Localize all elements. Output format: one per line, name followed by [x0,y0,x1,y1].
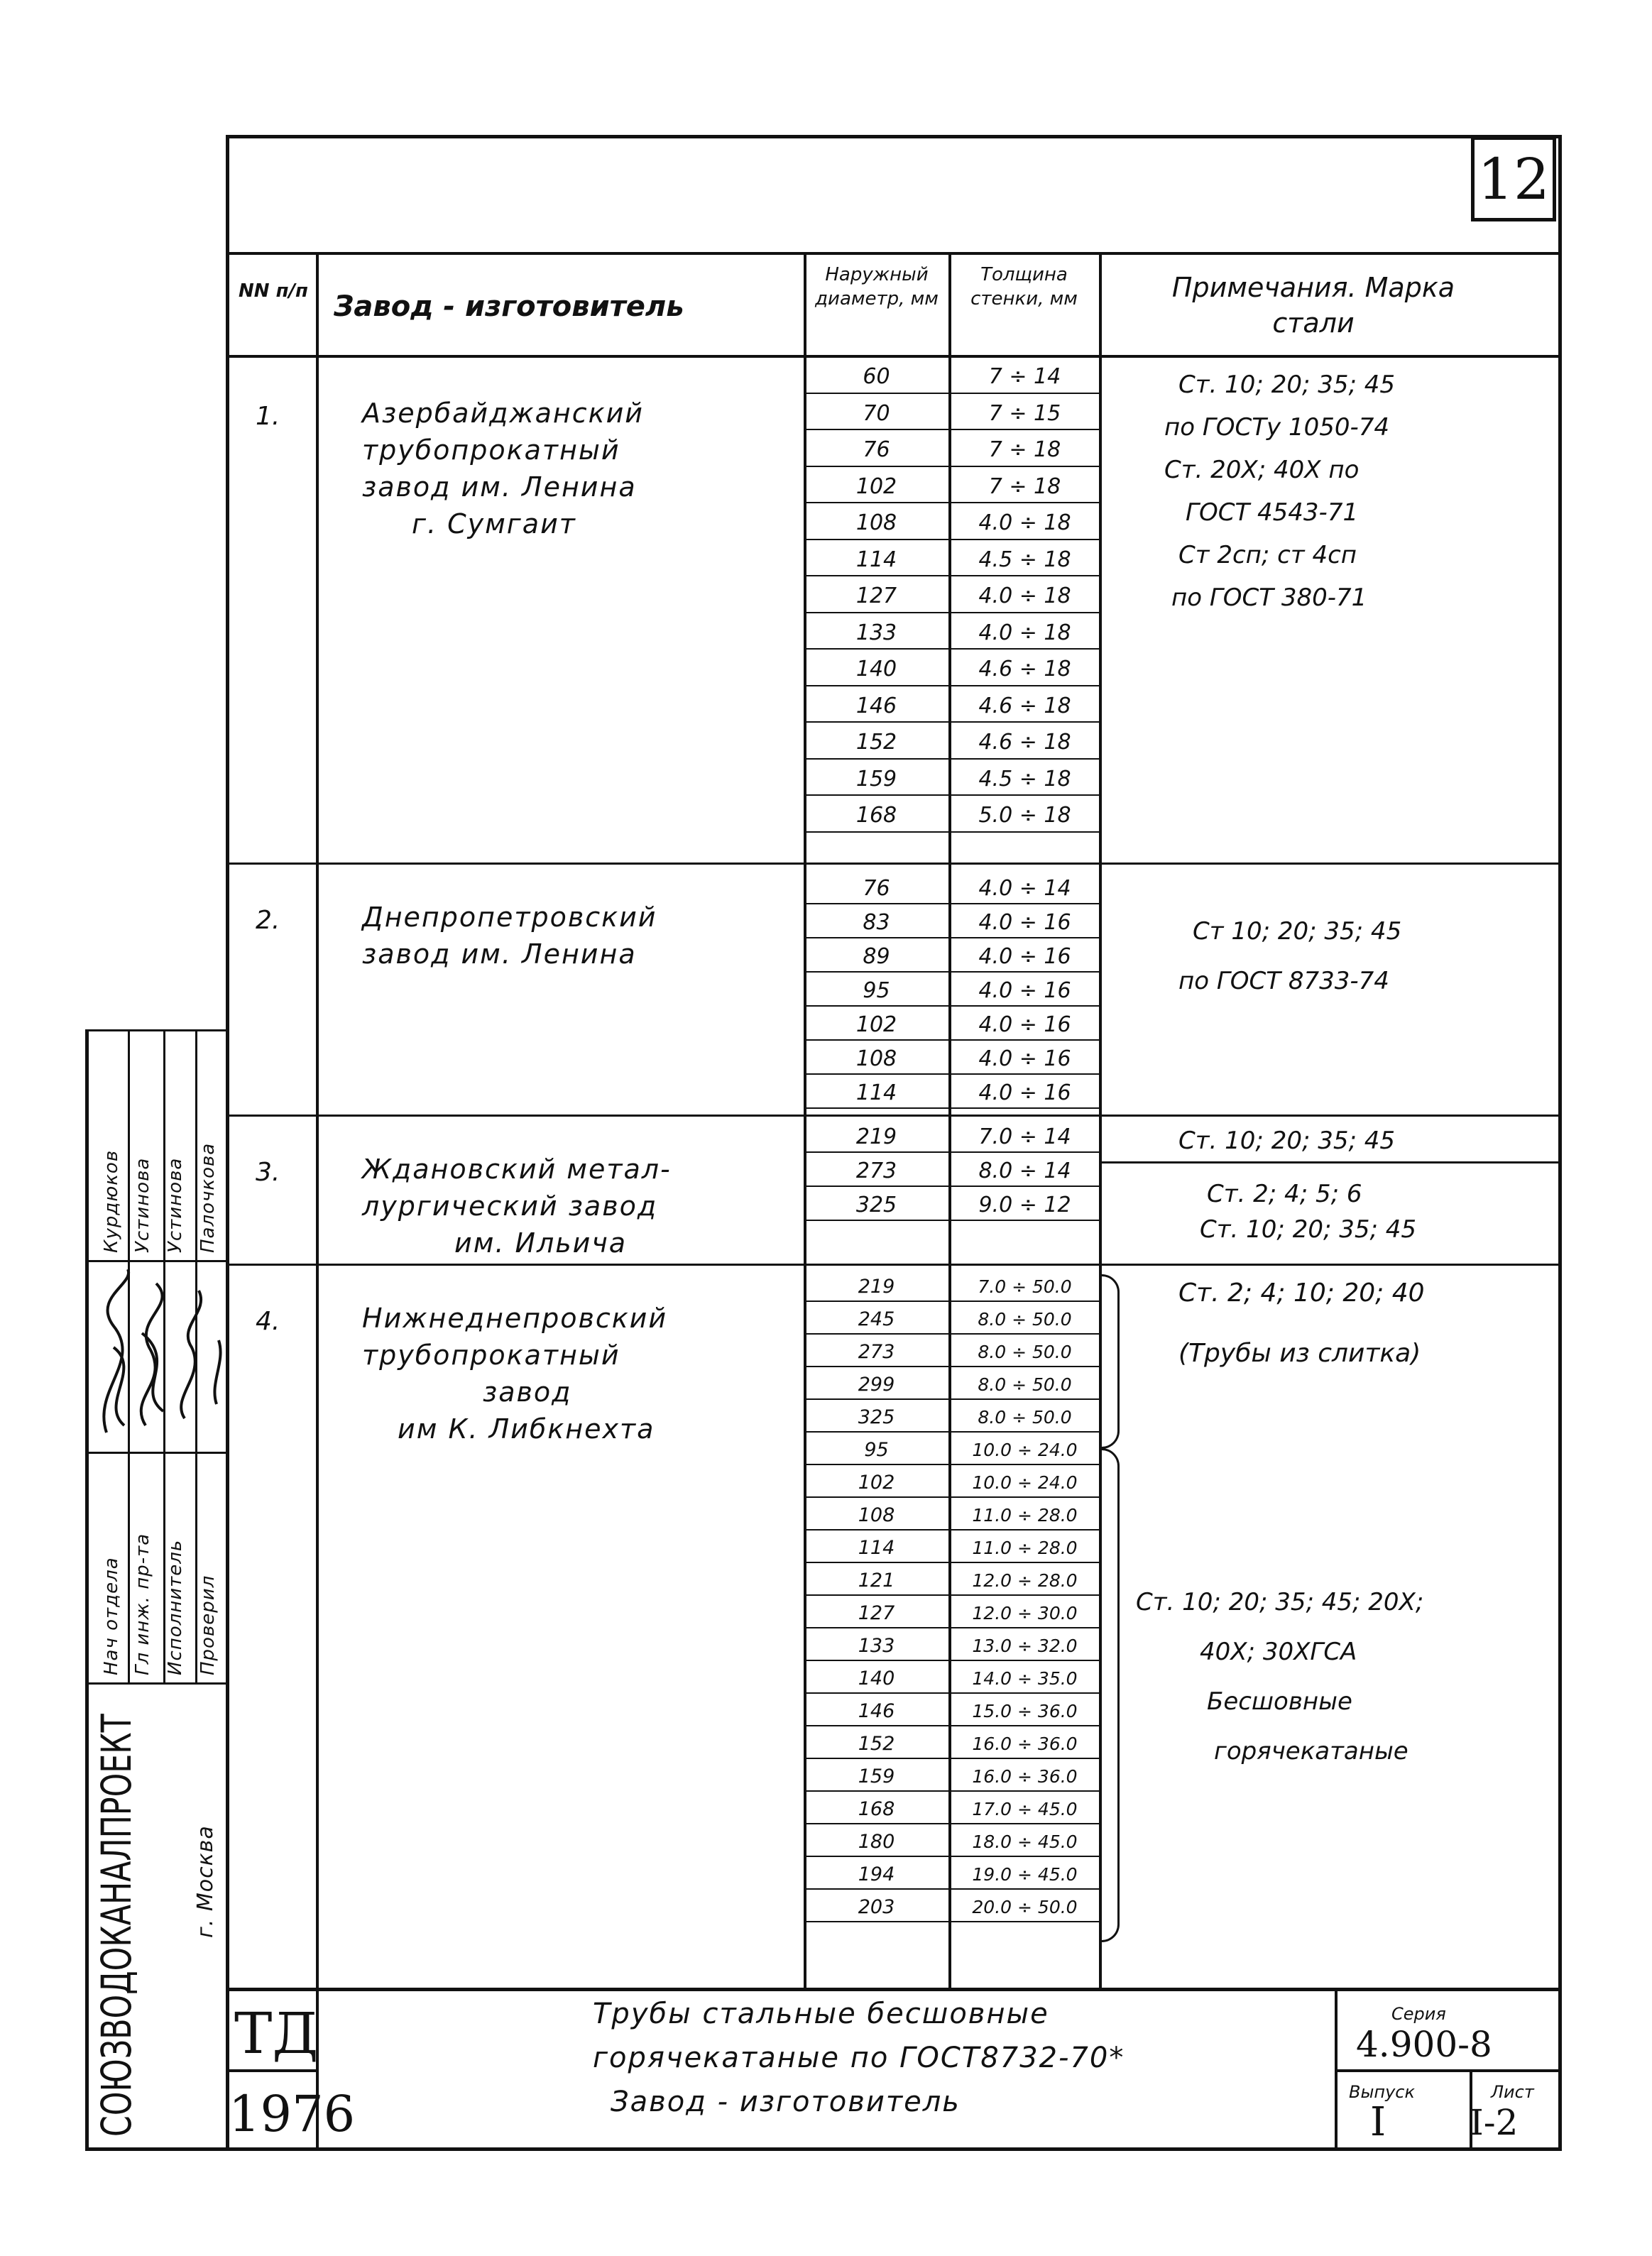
stamp-top [85,1029,227,1031]
note-line: по ГОСТ 8733-74 [1178,967,1389,995]
brace-ingot-group [1102,1274,1120,1449]
title-line: Завод - изготовитель [611,2086,961,2118]
wall-thickness: 10.0 ÷ 24.0 [972,1472,1078,1493]
header-num: NN п/п [239,280,308,302]
plant-name-line: г. Сумгаит [412,508,576,540]
wall-thickness: 8.0 ÷ 50.0 [978,1374,1072,1395]
stamp-name: Устинова [165,1157,186,1253]
plant-number: 2. [256,906,280,935]
group-separator [226,863,1562,865]
title-year: 1976 [229,2085,356,2143]
title-td: ТД [234,2000,319,2066]
header-plant: Завод - изготовитель [334,290,684,323]
header-top-rule [226,252,1562,255]
wall-thickness: 4.0 ÷ 16 [978,1046,1071,1071]
wall-thickness: 7 ÷ 18 [988,437,1061,462]
plant-name-line: им. Ильича [454,1227,628,1259]
outer-diameter: 152 [858,1733,895,1755]
wall-thickness: 7 ÷ 14 [988,364,1061,389]
page-number: 12 [1477,146,1550,212]
issue-value: I [1370,2099,1386,2145]
outer-diameter: 180 [858,1831,895,1853]
note-line: горячекатаные [1214,1737,1408,1765]
outer-diameter: 70 [863,400,890,426]
wall-thickness: 20.0 ÷ 50.0 [972,1897,1078,1917]
stamp-name: Палочкова [197,1142,219,1253]
plant-name-line: трубопрокатный [362,434,620,466]
note-separator [1099,1161,1562,1163]
outer-diameter: 245 [858,1308,895,1330]
wall-thickness: 5.0 ÷ 18 [978,803,1071,828]
frame-right [1558,135,1562,2151]
outer-diameter: 140 [855,657,897,681]
col-rule-wall [948,252,951,1988]
signatures [85,1262,227,1454]
title-line: горячекатаные по ГОСТ8732-70* [593,2042,1125,2074]
wall-thickness: 4.0 ÷ 18 [978,510,1071,535]
sheet-value: I-2 [1470,2102,1519,2143]
wall-thickness: 11.0 ÷ 28.0 [972,1538,1078,1558]
series-value: 4.900-8 [1356,2024,1492,2065]
outer-diameter: 102 [855,473,897,499]
plant-name-line: завод [483,1376,572,1408]
org-city: г. Москва [193,1825,218,1938]
wall-thickness: 17.0 ÷ 45.0 [972,1799,1078,1819]
frame-top [226,135,1562,138]
outer-diameter: 133 [858,1635,895,1657]
wall-thickness: 8.0 ÷ 50.0 [978,1407,1072,1428]
outer-diameter: 102 [858,1472,895,1494]
outer-diameter: 108 [858,1504,895,1526]
org-name: СОЮЗВОДОКАНАЛПРОЕКТ [92,1714,141,2137]
note-line: Ст. 10; 20; 35; 45 [1178,1127,1396,1155]
outer-diameter: 168 [858,1798,895,1820]
outer-diameter: 146 [855,693,897,718]
outer-diameter: 95 [863,978,890,1003]
stamp-name: Курдюков [101,1149,122,1253]
outer-diameter: 60 [863,364,890,389]
outer-diameter: 127 [855,584,897,608]
plant-name-line: лургический завод [362,1190,658,1222]
wall-thickness: 12.0 ÷ 28.0 [972,1570,1078,1591]
title-block-td-rule [226,2069,316,2072]
wall-thickness: 14.0 ÷ 35.0 [972,1668,1078,1689]
wall-thickness: 4.0 ÷ 16 [978,944,1071,969]
wall-thickness: 4.0 ÷ 16 [978,1012,1071,1037]
wall-thickness: 4.6 ÷ 18 [978,693,1071,718]
issue-label: Выпуск [1349,2082,1415,2102]
title-block-top [226,1988,1562,1991]
header-wall: Толщина стенки, мм [970,264,1078,310]
outer-diameter: 108 [855,510,897,535]
outer-diameter: 273 [855,1159,897,1183]
wall-thickness: 4.5 ÷ 18 [978,547,1071,572]
note-line: 40Х; 30ХГСА [1200,1638,1357,1666]
col-rule-plant [316,252,319,1988]
wall-thickness: 18.0 ÷ 45.0 [972,1831,1078,1852]
stamp-role: Нач отдела [101,1557,122,1675]
sheet-label: Лист [1491,2082,1534,2102]
signature-stroke [214,1340,220,1404]
note-line: Ст. 2; 4; 10; 20; 40 [1178,1278,1425,1308]
plant-name-line: Азербайджанский [362,398,644,429]
wall-thickness: 8.0 ÷ 50.0 [978,1309,1072,1330]
stamp-rule [85,1682,227,1685]
wall-thickness: 4.6 ÷ 18 [978,730,1071,755]
note-line: по ГОСТу 1050-74 [1164,413,1390,442]
wall-thickness: 7.0 ÷ 14 [978,1124,1071,1149]
wall-thickness: 4.0 ÷ 16 [978,1080,1071,1105]
outer-diameter: 219 [855,1124,897,1149]
wall-thickness: 4.0 ÷ 16 [978,978,1071,1003]
group-separator [226,1115,1562,1117]
wall-thickness: 8.0 ÷ 50.0 [978,1342,1072,1362]
outer-diameter: 127 [858,1602,895,1624]
outer-diameter: 203 [858,1896,895,1918]
wall-thickness: 8.0 ÷ 14 [978,1159,1071,1183]
wall-thickness: 7 ÷ 18 [988,473,1061,499]
note-line: Ст. 10; 20; 35; 45; 20Х; [1136,1588,1424,1616]
plant-number: 4. [256,1307,280,1336]
outer-diameter: 114 [855,547,897,572]
wall-thickness: 4.0 ÷ 18 [978,620,1071,645]
group-separator [226,1264,1562,1266]
note-line: ГОСТ 4543-71 [1186,498,1359,527]
outer-diameter: 89 [863,944,890,969]
plant-name-line: Ждановский метал- [362,1154,672,1185]
outer-diameter: 146 [858,1700,895,1722]
wall-thickness: 16.0 ÷ 36.0 [972,1766,1078,1787]
wall-thickness: 19.0 ÷ 45.0 [972,1864,1078,1885]
wall-thickness: 4.6 ÷ 18 [978,657,1071,681]
outer-diameter: 133 [855,620,897,645]
plant-number: 3. [256,1158,280,1187]
wall-thickness: 11.0 ÷ 28.0 [972,1505,1078,1526]
stamp-role: Проверил [197,1575,219,1675]
plant-name-line: им К. Либкнехта [398,1413,655,1445]
outer-diameter: 102 [855,1012,897,1037]
header-bottom-rule [226,355,1562,358]
outer-diameter: 76 [863,437,890,462]
outer-diameter: 95 [864,1439,889,1461]
wall-thickness: 7 ÷ 15 [988,400,1061,426]
outer-diameter: 168 [855,803,897,828]
outer-diameter: 152 [855,730,897,755]
outer-diameter: 76 [863,876,890,901]
header-diameter: Наружный диаметр, мм [815,264,939,310]
outer-diameter: 194 [858,1863,895,1885]
wall-thickness: 4.5 ÷ 18 [978,766,1071,792]
note-line: Ст 10; 20; 35; 45 [1193,917,1402,946]
wall-thickness: 13.0 ÷ 32.0 [972,1636,1078,1656]
note-line: Ст. 2; 4; 5; 6 [1207,1180,1362,1208]
note-line: (Трубы из слитка) [1178,1339,1421,1368]
wall-thickness: 4.0 ÷ 16 [978,910,1071,935]
title-line: Трубы стальные бесшовные [593,1998,1049,2030]
stamp-left [85,1029,89,2151]
stamp-name: Устинова [132,1157,153,1253]
outer-diameter: 159 [858,1765,895,1787]
outer-diameter: 114 [855,1080,897,1105]
outer-diameter: 299 [858,1374,895,1396]
stamp-bottom [85,2147,227,2151]
frame-left [226,135,229,2151]
note-line: Ст 2сп; ст 4сп [1178,541,1357,569]
plant-name-line: завод им. Ленина [362,938,637,970]
stamp-role: Исполнитель [165,1539,186,1675]
note-line: Ст. 10; 20; 35; 45 [1178,371,1396,399]
wall-thickness: 12.0 ÷ 30.0 [972,1603,1078,1623]
col-rule-diameter [804,252,806,1988]
outer-diameter: 140 [858,1668,895,1690]
outer-diameter: 273 [858,1341,895,1363]
wall-thickness: 10.0 ÷ 24.0 [972,1440,1078,1460]
wall-thickness: 9.0 ÷ 12 [978,1193,1071,1217]
plant-number: 1. [256,402,280,431]
wall-thickness: 4.0 ÷ 18 [978,584,1071,608]
title-block-series-rule [1335,2069,1562,2072]
frame-bottom [226,2147,1562,2151]
plant-name-line: завод им. Ленина [362,471,637,503]
note-line: Ст. 10; 20; 35; 45 [1200,1215,1417,1244]
outer-diameter: 325 [858,1406,895,1428]
outer-diameter: 219 [858,1276,895,1298]
plant-name-line: Нижнеднепровский [362,1303,668,1334]
signature-stroke [141,1283,163,1425]
brace-main-group [1102,1448,1120,1942]
plant-name-line: трубопрокатный [362,1340,620,1371]
wall-thickness: 4.0 ÷ 14 [978,876,1071,901]
stamp-role: Гл инж. пр-та [132,1533,153,1675]
signature-stroke [181,1291,201,1418]
outer-diameter: 121 [858,1570,895,1592]
outer-diameter: 114 [858,1537,895,1559]
wall-thickness: 16.0 ÷ 36.0 [972,1734,1078,1754]
header-notes: Примечания. Марка стали [1171,272,1455,339]
wall-thickness: 15.0 ÷ 36.0 [972,1701,1078,1721]
plant-name-line: Днепропетровский [362,902,657,933]
outer-diameter: 159 [855,766,897,792]
wall-thickness: 7.0 ÷ 50.0 [978,1276,1072,1297]
page-number-box [1471,136,1556,221]
note-line: Ст. 20Х; 40Х по [1164,456,1360,484]
signature-stroke [104,1269,128,1433]
series-label: Серия [1391,2004,1446,2024]
note-line: Бесшовные [1207,1687,1352,1716]
outer-diameter: 83 [863,910,890,935]
outer-diameter: 108 [855,1046,897,1071]
note-line: по ГОСТ 380-71 [1171,584,1367,612]
outer-diameter: 325 [855,1193,897,1217]
